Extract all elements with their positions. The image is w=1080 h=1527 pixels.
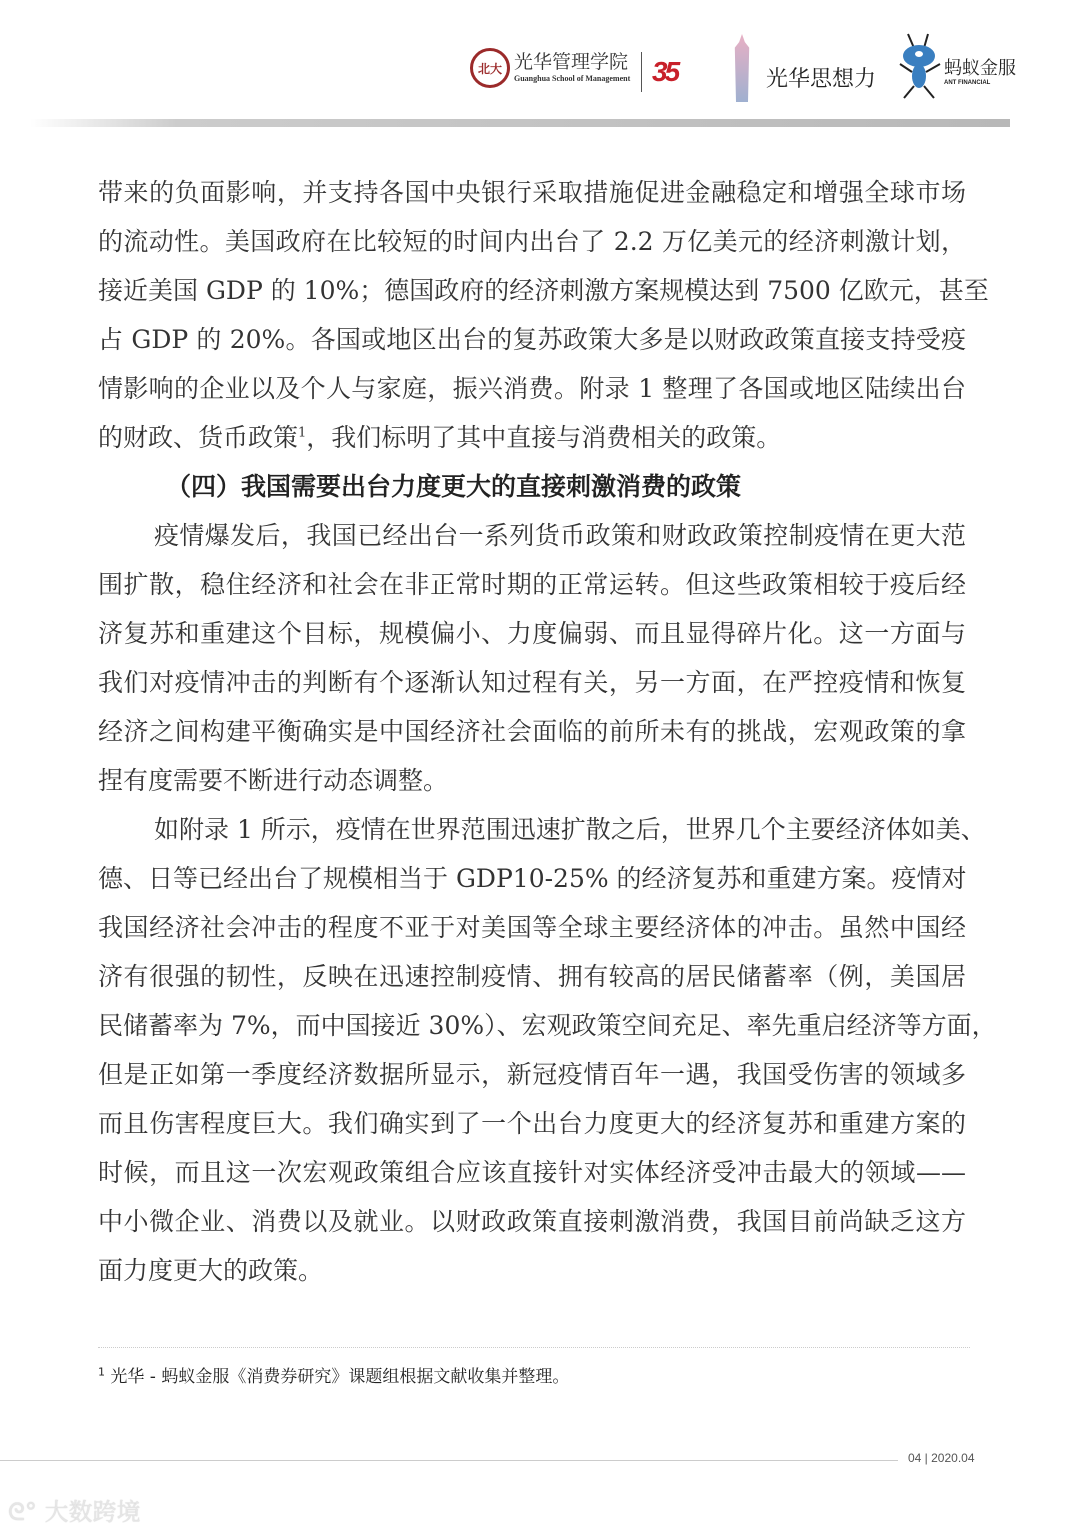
text-line: 的流动性。美国政府在比较短的时间内出台了 2.2 万亿美元的经济刺激计划， <box>98 227 966 256</box>
pagoda-icon <box>730 34 754 102</box>
guanghua-logo-en: Guanghua School of Management <box>514 74 631 83</box>
ant-logo-en: ANT FINANCIAL <box>944 80 991 86</box>
text-line: 济有很强的韧性，反映在迅速控制疫情、拥有较高的居民储蓄率（例，美国居 <box>98 962 966 991</box>
watermark-text: 大数跨境 <box>44 1498 141 1526</box>
text-line: 时候，而且这一次宏观政策组合应该直接针对实体经济受冲击最大的领域—— <box>98 1158 966 1187</box>
text-line: 中小微企业、消费以及就业。以财政政策直接刺激消费，我国目前尚缺乏这方 <box>98 1207 966 1236</box>
text-line: 济复苏和重建这个目标，规模偏小、力度偏弱、而且显得碎片化。这一方面与 <box>98 619 966 648</box>
text-line: 德、日等已经出台了规模相当于 GDP10-25% 的经济复苏和重建方案。疫情对 <box>98 864 967 893</box>
footnote <box>98 1362 569 1387</box>
text-fragment: 的财政、货币政策 <box>98 423 299 452</box>
text-line: 捏有度需要不断进行动态调整。 <box>98 766 449 795</box>
text-line: 占 GDP 的 20%。各国或地区出台的复苏政策大多是以财政政策直接支持受疫 <box>98 325 966 354</box>
document-body <box>98 168 997 1295</box>
section-heading: （四）我国需要出台力度更大的直接刺激消费的政策 <box>166 472 742 501</box>
text-line: 我们对疫情冲击的判断有个逐渐认知过程有关，另一方面，在严控疫情和恢复 <box>98 668 966 697</box>
text-line: 接近美国 GDP 的 10%；德国政府的经济刺激方案规模达到 7500 亿欧元，甚至 <box>98 276 989 305</box>
page-number: 04 | 2020.04 <box>908 1451 975 1465</box>
ant-financial-logo <box>944 60 1016 86</box>
anniversary-35-logo: 35 <box>652 56 678 87</box>
logo-divider <box>641 52 642 92</box>
watermark-logo-icon: ᘓ° <box>8 1498 45 1526</box>
text-line: 经济之间构建平衡确实是中国经济社会面临的前所未有的挑战，宏观政策的拿 <box>98 717 966 746</box>
ant-mascot-icon <box>898 32 942 102</box>
header-bar <box>30 119 1010 127</box>
guanghua-thought-logo: 光华思想力 <box>766 67 877 92</box>
footnote-mark: 1 <box>98 1365 105 1379</box>
text-line: 但是正如第一季度经济数据所显示，新冠疫情百年一遇，我国受伤害的领域多 <box>98 1060 966 1089</box>
text-line: 带来的负面影响，并支持各国中央银行采取措施促进金融稳定和增强全球市场 <box>98 178 966 207</box>
text-line <box>98 413 966 462</box>
paragraph-1 <box>98 168 989 462</box>
text-line: 围扩散，稳住经济和社会在非正常时期的正常运转。但这些政策相较于疫后经 <box>98 570 966 599</box>
text-line: 疫情爆发后，我国已经出台一系列货币政策和财政政策控制疫情在更大范 <box>154 521 966 550</box>
text-line: 情影响的企业以及个人与家庭，振兴消费。附录 1 整理了各国或地区陆续出台 <box>98 374 966 403</box>
paragraph-2 <box>98 511 966 805</box>
pku-seal-icon: 北大 <box>470 48 510 88</box>
text-line: 面力度更大的政策。 <box>98 1256 324 1285</box>
footnote-divider <box>98 1347 970 1348</box>
guanghua-logo-cn: 光华管理学院 <box>514 51 629 73</box>
text-fragment: ，我们标明了其中直接与消费相关的政策。 <box>306 423 782 452</box>
page-header <box>0 0 1080 130</box>
footnote-ref[interactable]: 1 <box>298 425 307 441</box>
watermark <box>8 1492 141 1527</box>
ant-logo-cn: 蚂蚁金服 <box>944 58 1016 79</box>
text-line: 我国经济社会冲击的程度不亚于对美国等全球主要经济体的冲击。虽然中国经 <box>98 913 966 942</box>
footnote-text: 光华 - 蚂蚁金服《消费券研究》课题组根据文献收集并整理。 <box>110 1367 570 1387</box>
paragraph-3 <box>98 805 997 1295</box>
text-line: 民储蓄率为 7%，而中国接近 30%）、宏观政策空间充足、率先重启经济等方面， <box>98 1011 997 1040</box>
footer-rule <box>0 1460 898 1461</box>
text-line: 如附录 1 所示，疫情在世界范围迅速扩散之后，世界几个主要经济体如美、 <box>154 815 986 844</box>
guanghua-logo <box>470 48 630 88</box>
text-line: 而且伤害程度巨大。我们确实到了一个出台力度更大的经济复苏和重建方案的 <box>98 1109 966 1138</box>
